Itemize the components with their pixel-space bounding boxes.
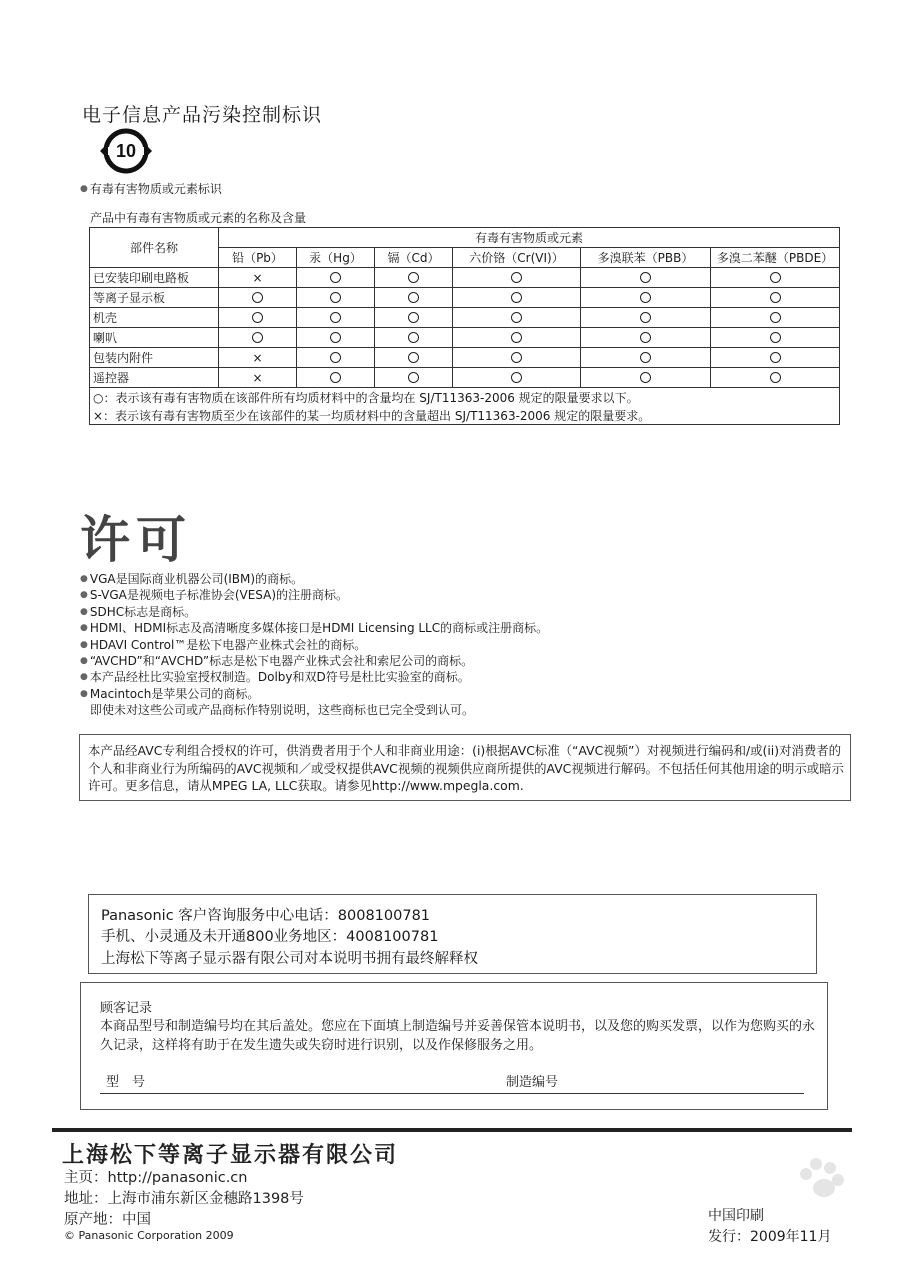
- trademark-item: ● Macintoch是苹果公司的商标。: [80, 686, 548, 702]
- mark-circle-icon: [453, 268, 581, 288]
- substance-group-header: 有毒有害物质或元素: [219, 228, 840, 248]
- mark-circle-icon: [375, 308, 453, 328]
- homepage: 主页：http://panasonic.cn: [64, 1170, 248, 1186]
- pollution-10-year-logo-icon: [96, 125, 156, 177]
- serial-number-label: 制造编号: [506, 1075, 559, 1090]
- part-name: 遥控器: [90, 368, 219, 388]
- mark-circle-icon: [219, 288, 297, 308]
- logo-number: 10: [115, 141, 137, 161]
- watermark-paw-icon: [718, 1146, 848, 1246]
- mark-circle-icon: [375, 288, 453, 308]
- table-row: [90, 268, 840, 288]
- mark-circle-icon: [581, 268, 711, 288]
- mark-circle-icon: [711, 368, 840, 388]
- part-name: 等离子显示板: [90, 288, 219, 308]
- trademark-item: ● HDAVI Control™是松下电器产业株式会社的商标。: [80, 637, 548, 653]
- note-circle: ○：表示该有毒有害物质在该部件所有均质材料中的含量均在 SJ/T11363-2006 规定的限量要求以下。: [90, 388, 840, 407]
- service-hotline: Panasonic 客户咨询服务中心电话：8008100781: [101, 908, 431, 924]
- part-name: 包装内附件: [90, 348, 219, 368]
- mark-cross: ×: [219, 268, 297, 288]
- origin: 原产地：中国: [64, 1212, 151, 1228]
- printed-in: 中国印刷: [708, 1208, 764, 1224]
- address: 地址：上海市浦东新区金穗路1398号: [64, 1191, 304, 1207]
- table-row: [90, 308, 840, 328]
- mark-circle-icon: [711, 308, 840, 328]
- column-header: 六价铬（Cr(VI)）: [453, 248, 581, 268]
- table-row: [90, 288, 840, 308]
- table-row: [90, 368, 840, 388]
- table-row: [90, 348, 840, 368]
- table-row: [90, 328, 840, 348]
- avc-license-box: [79, 734, 851, 801]
- mark-circle-icon: [453, 368, 581, 388]
- mark-circle-icon: [581, 368, 711, 388]
- copyright: © Panasonic Corporation 2009: [64, 1229, 234, 1242]
- trademark-item: ● 本产品经杜比实验室授权制造。Dolby和双D符号是杜比实验室的商标。: [80, 669, 548, 685]
- column-header: 镉（Cd）: [375, 248, 453, 268]
- mark-circle-icon: [219, 328, 297, 348]
- trademark-note: 即使未对这些公司或产品商标作特别说明，这些商标也已完全受到认可。: [90, 703, 475, 718]
- hazard-marking-label: ● 有毒有害物质或元素标识: [80, 180, 222, 197]
- trademark-item: ● SDHC标志是商标。: [80, 604, 548, 620]
- issue-date: 发行：2009年11月: [708, 1229, 832, 1245]
- footer-rule: [52, 1128, 852, 1132]
- model-label: 型 号: [106, 1075, 146, 1090]
- column-header: 铅（Pb）: [219, 248, 297, 268]
- mark-circle-icon: [297, 328, 375, 348]
- mark-circle-icon: [297, 288, 375, 308]
- trademark-item: ● “AVCHD”和“AVCHD”标志是松下电器产业株式会社和索尼公司的商标。: [80, 653, 548, 669]
- mark-circle-icon: [711, 348, 840, 368]
- record-title: 顾客记录: [100, 1001, 153, 1016]
- mark-circle-icon: [375, 328, 453, 348]
- mark-circle-icon: [297, 348, 375, 368]
- mark-circle-icon: [453, 288, 581, 308]
- customer-service-box: [88, 894, 817, 974]
- mark-circle-icon: [581, 328, 711, 348]
- part-name: 喇叭: [90, 328, 219, 348]
- trademark-list: [80, 571, 548, 719]
- mark-circle-icon: [581, 308, 711, 328]
- part-name: 机壳: [90, 308, 219, 328]
- note-cross: ×：表示该有毒有害物质至少在该部件的某一均质材料中的含量超出 SJ/T11363-2006 规定的限量要求。: [90, 406, 840, 425]
- company-name: 上海松下等离子显示器有限公司: [62, 1143, 399, 1168]
- trademark-item: ● VGA是国际商业机器公司(IBM)的商标。: [80, 571, 548, 587]
- hazard-table-caption: 产品中有毒有害物质或元素的名称及含量: [90, 211, 307, 225]
- trademark-item: ● HDMI、HDMI标志及高清晰度多媒体接口是HDMI Licensing LLC的商标或注册商标。: [80, 620, 548, 636]
- mark-circle-icon: [581, 288, 711, 308]
- customer-record-box: [80, 982, 828, 1110]
- mark-cross: ×: [219, 348, 297, 368]
- mark-circle-icon: [375, 348, 453, 368]
- mark-circle-icon: [297, 268, 375, 288]
- service-rights-statement: 上海松下等离子显示器有限公司对本说明书拥有最终解释权: [101, 951, 478, 967]
- part-name: 已安装印刷电路板: [90, 268, 219, 288]
- license-title: 许可: [80, 511, 192, 569]
- mark-circle-icon: [453, 308, 581, 328]
- avc-license-text: 本产品经AVC专利组合授权的许可，供消费者用于个人和非商业用途：(i)根据AVC标准（“AVC视频”）对视频进行编码和/或(ii)对消费者的个人和非商业行为所编码的AVC视频和／或受权提供AVC视频的视频供应商所提供的AVC视频进行解码。不包括任何其他用途的明示或暗示许可。更多信息，请从MPEG LA, LLC获取。请参见http://www.mpegla.com.: [88, 743, 844, 793]
- mark-circle-icon: [219, 308, 297, 328]
- pollution-control-title: 电子信息产品污染控制标识: [82, 104, 323, 126]
- mark-circle-icon: [453, 328, 581, 348]
- mark-circle-icon: [581, 348, 711, 368]
- column-header: 多溴二苯醚（PBDE）: [711, 248, 840, 268]
- mark-circle-icon: [375, 268, 453, 288]
- trademark-item: ● S-VGA是视频电子标准协会(VESA)的注册商标。: [80, 587, 548, 603]
- mark-circle-icon: [711, 288, 840, 308]
- part-name-header: 部件名称: [90, 228, 219, 268]
- service-mobile-hotline: 手机、小灵通及未开通800业务地区：4008100781: [101, 929, 439, 945]
- column-header: 多溴联苯（PBB）: [581, 248, 711, 268]
- record-underline: [100, 1093, 804, 1094]
- record-text: 本商品型号和制造编号均在其后盖处。您应在下面填上制造编号并妥善保管本说明书，以及您的购买发票，以作为您购买的永久记录，这样将有助于在发生遗失或失窃时进行识别，以及作保修服务之用。: [100, 1019, 816, 1053]
- mark-cross: ×: [219, 368, 297, 388]
- hazard-substance-table: [89, 227, 840, 425]
- mark-circle-icon: [297, 368, 375, 388]
- mark-circle-icon: [375, 368, 453, 388]
- mark-circle-icon: [711, 268, 840, 288]
- mark-circle-icon: [297, 308, 375, 328]
- mark-circle-icon: [453, 348, 581, 368]
- mark-circle-icon: [711, 328, 840, 348]
- column-header: 汞（Hg）: [297, 248, 375, 268]
